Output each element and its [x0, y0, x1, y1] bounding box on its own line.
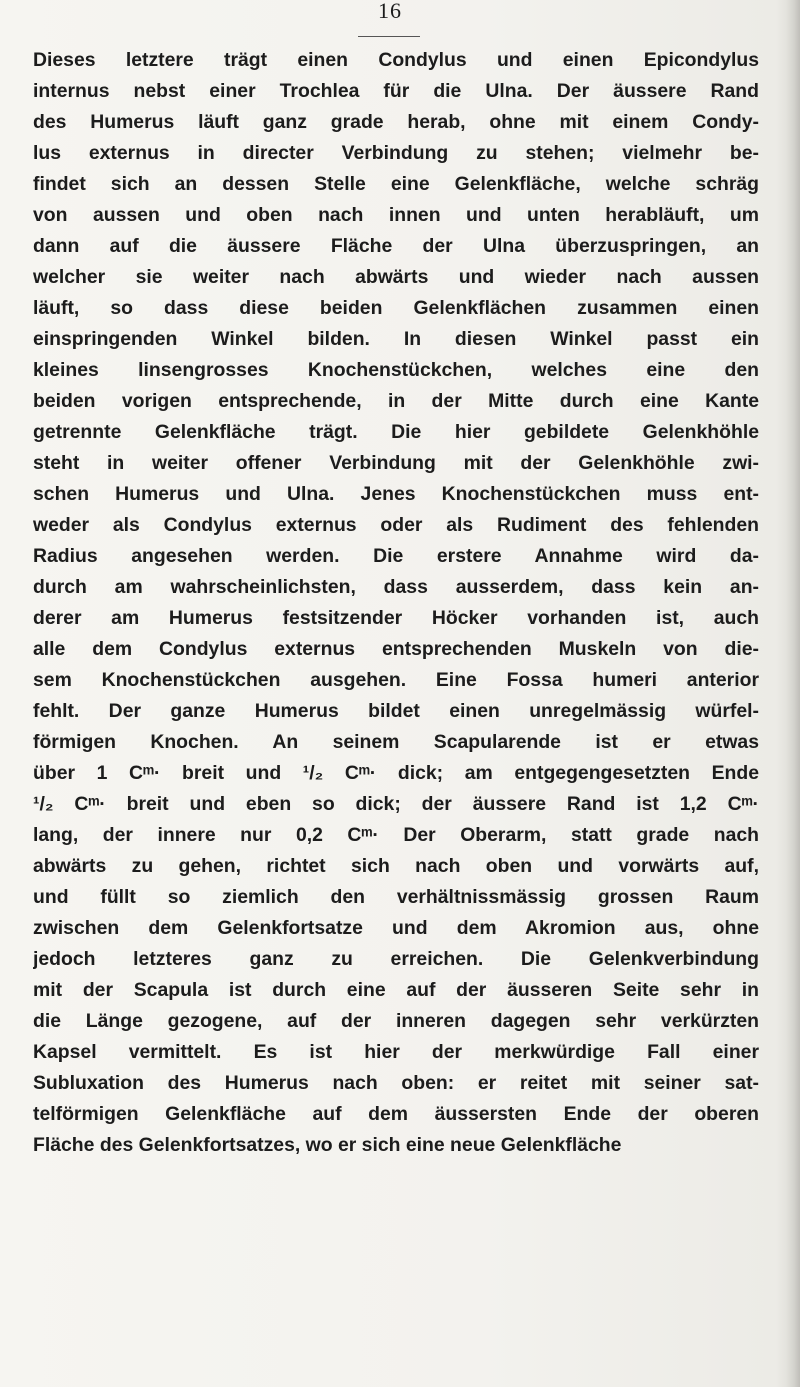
- page-edge-shadow: [786, 0, 800, 1387]
- text-line: beiden vorigen entsprechende, in der Mitte durch eine Kante: [33, 390, 759, 412]
- text-line: über 1 Cᵐ· breit und ¹/₂ Cᵐ· dick; am entgegengesetzten Ende: [33, 762, 759, 784]
- text-line: die Länge gezogene, auf der inneren dagegen sehr verkürzten: [33, 1010, 759, 1032]
- text-line: des Humerus läuft ganz grade herab, ohne mit einem Condy-: [33, 111, 759, 133]
- text-line: durch am wahrscheinlichsten, dass ausserdem, dass kein an-: [33, 576, 759, 598]
- text-line: läuft, so dass diese beiden Gelenkflächen zusammen einen: [33, 297, 759, 319]
- text-line: fehlt. Der ganze Humerus bildet einen unregelmässig würfel-: [33, 700, 759, 722]
- text-line: welcher sie weiter nach abwärts und wieder nach aussen: [33, 266, 759, 288]
- text-line: abwärts zu gehen, richtet sich nach oben und vorwärts auf,: [33, 855, 759, 877]
- text-line: lang, der innere nur 0,2 Cᵐ· Der Oberarm, statt grade nach: [33, 824, 759, 846]
- text-line: von aussen und oben nach innen und unten herabläuft, um: [33, 204, 759, 226]
- text-line: zwischen dem Gelenkfortsatze und dem Akromion aus, ohne: [33, 917, 759, 939]
- text-line: jedoch letzteres ganz zu erreichen. Die Gelenkverbindung: [33, 948, 759, 970]
- text-line: und füllt so ziemlich den verhältnissmässig grossen Raum: [33, 886, 759, 908]
- text-line: findet sich an dessen Stelle eine Gelenkfläche, welche schräg: [33, 173, 759, 195]
- text-line: derer am Humerus festsitzender Höcker vorhanden ist, auch: [33, 607, 759, 629]
- text-line: kleines linsengrosses Knochenstückchen, welches eine den: [33, 359, 759, 381]
- text-line: Radius angesehen werden. Die erstere Annahme wird da-: [33, 545, 759, 567]
- text-line: Fläche des Gelenkfortsatzes, wo er sich eine neue Gelenkfläche: [33, 1134, 622, 1156]
- page-number: 16: [378, 0, 402, 23]
- text-line: alle dem Condylus externus entsprechenden Muskeln von die-: [33, 638, 759, 660]
- text-line: ¹/₂ Cᵐ· breit und eben so dick; der äussere Rand ist 1,2 Cᵐ·: [33, 793, 759, 815]
- text-line: telförmigen Gelenkfläche auf dem äussersten Ende der oberen: [33, 1103, 759, 1125]
- text-line: Subluxation des Humerus nach oben: er reitet mit seiner sat-: [33, 1072, 759, 1094]
- text-line: sem Knochenstückchen ausgehen. Eine Fossa humeri anterior: [33, 669, 759, 691]
- text-line: getrennte Gelenkfläche trägt. Die hier gebildete Gelenkhöhle: [33, 421, 759, 443]
- text-line: Kapsel vermittelt. Es ist hier der merkwürdige Fall einer: [33, 1041, 759, 1063]
- text-line: steht in weiter offener Verbindung mit der Gelenkhöhle zwi-: [33, 452, 759, 474]
- text-line: mit der Scapula ist durch eine auf der äusseren Seite sehr in: [33, 979, 759, 1001]
- text-line: förmigen Knochen. An seinem Scapularende ist er etwas: [33, 731, 759, 753]
- body-text: [33, 45, 759, 1161]
- page-number-rule: [358, 36, 420, 37]
- text-line: Dieses letztere trägt einen Condylus und einen Epicondylus: [33, 49, 759, 71]
- text-line: lus externus in directer Verbindung zu stehen; vielmehr be-: [33, 142, 759, 164]
- text-line: schen Humerus und Ulna. Jenes Knochenstückchen muss ent-: [33, 483, 759, 505]
- text-line: einspringenden Winkel bilden. In diesen Winkel passt ein: [33, 328, 759, 350]
- text-line: dann auf die äussere Fläche der Ulna überzuspringen, an: [33, 235, 759, 257]
- text-line: weder als Condylus externus oder als Rudiment des fehlenden: [33, 514, 759, 536]
- text-line: internus nebst einer Trochlea für die Ulna. Der äussere Rand: [33, 80, 759, 102]
